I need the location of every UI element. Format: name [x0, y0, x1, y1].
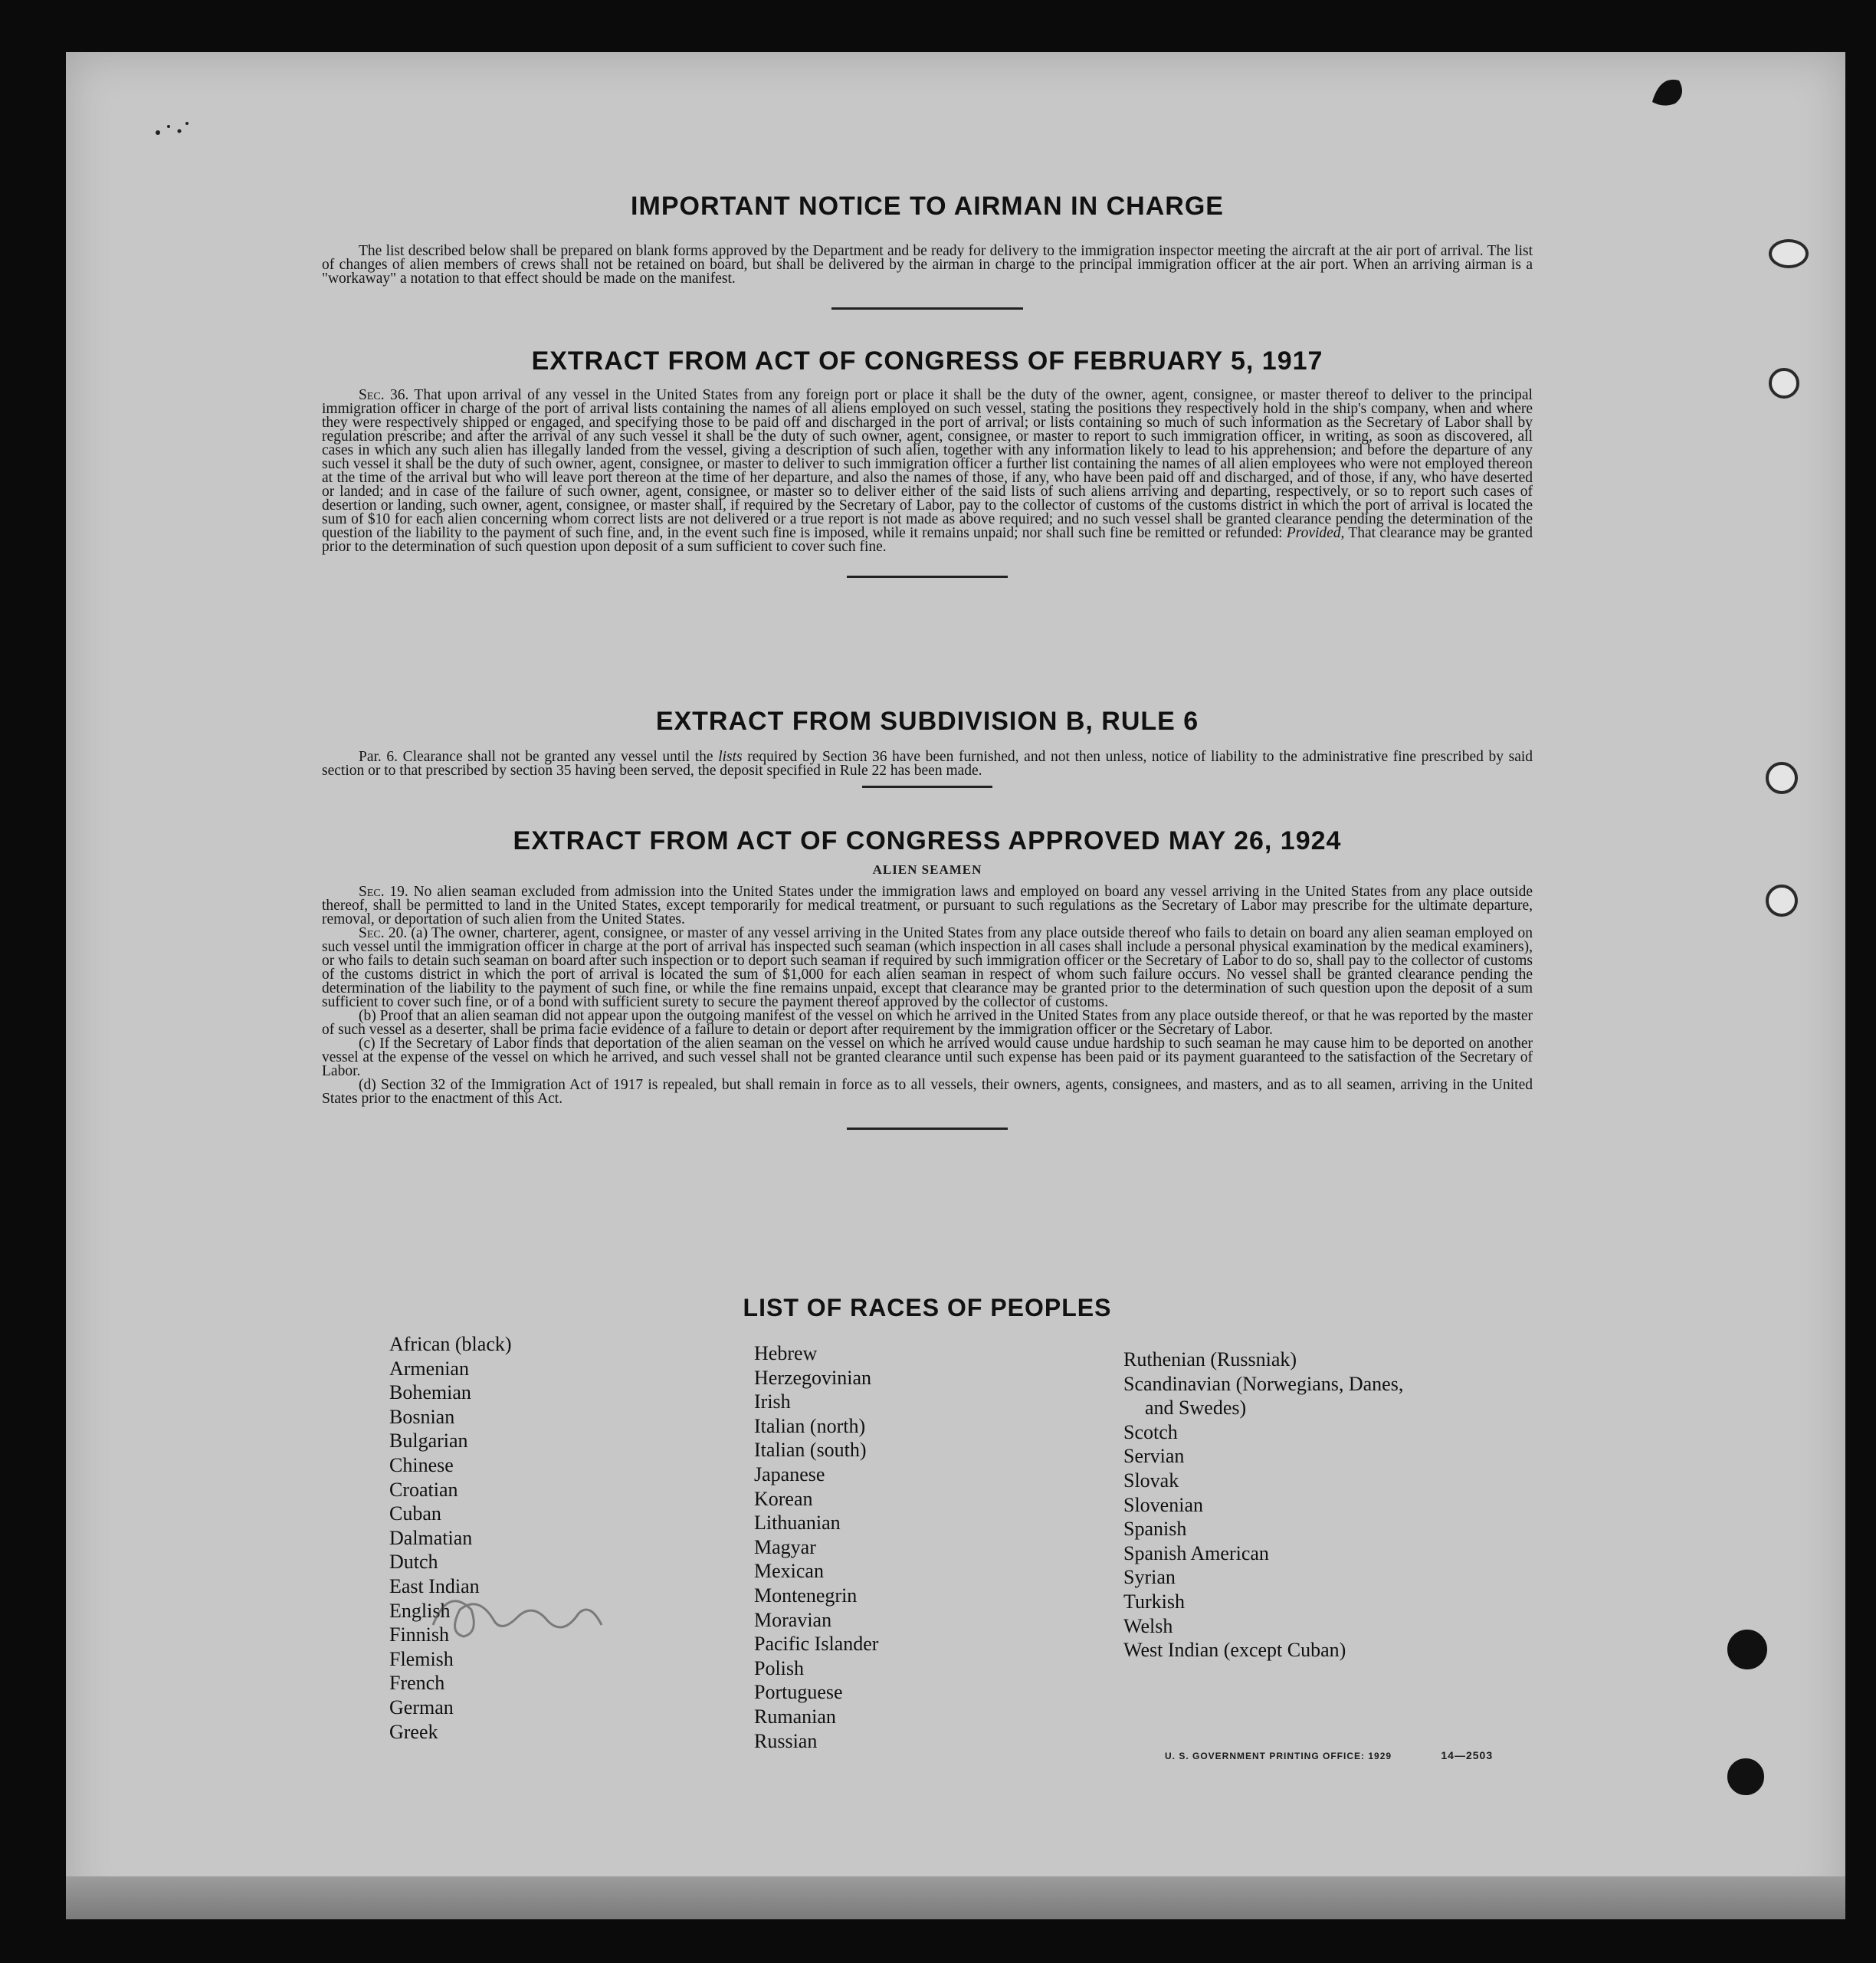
- alien-seamen-subtitle: ALIEN SEAMEN: [872, 862, 982, 877]
- races-column-3: [1123, 1348, 1403, 1663]
- races-section: [322, 1294, 1533, 1322]
- race-item: Polish: [754, 1656, 805, 1679]
- printing-office-imprint: [1165, 1749, 1493, 1761]
- corner-ink-blot: [1645, 71, 1691, 117]
- sec20a-body: (a) The owner, charterer, agent, consignee, or master of any vessel arriving in the United States from any place outside thereof who fails to detain on board any alien seaman employed on such vessel until the immigration officer in charge at the port of arrival has inspected such seaman (which inspection in all cases shall include a personal physical examination by the medical examiners), or who fails to detain such seaman on board after such inspection or to deport such seaman if required by such immigration officer or the Secretary of Labor to do so, shall pay to the collector of customs of the customs district in which the port of arrival is located the sum of $1,000 for each alien seaman in respect of whom such failure occurs. No vessel shall be granted clearance pending the determination of the liability to the payment of such fine, or while the fine remains unpaid, except that clearance may be granted prior to the determination of such question upon the deposit of a sum sufficient to cover such fine, or of a bond with sufficient surety to secure the payment thereof approved by the collector of customs.: [322, 925, 1533, 1010]
- race-item: Bosnian: [389, 1405, 455, 1428]
- race-item: Syrian: [1123, 1566, 1176, 1589]
- scan-speck-mark: [143, 110, 204, 148]
- race-item: Herzegovinian: [754, 1366, 872, 1389]
- race-item: Japanese: [754, 1462, 825, 1485]
- race-item: Chinese: [389, 1453, 454, 1476]
- binder-hole: [1769, 368, 1799, 399]
- race-item: Magyar: [754, 1535, 816, 1558]
- race-item: Spanish: [1123, 1518, 1187, 1541]
- sec20-label: Sec. 20.: [359, 925, 408, 941]
- race-item: Armenian: [389, 1357, 469, 1380]
- notice-section: [322, 192, 1533, 310]
- act-1917-section: [322, 346, 1533, 578]
- form-number: 14—2503: [1441, 1749, 1494, 1761]
- race-item: Slovenian: [1123, 1493, 1203, 1516]
- act-1924-title: EXTRACT FROM ACT OF CONGRESS APPROVED MAY 26, 1924: [513, 826, 1342, 855]
- par6-text-start: Par. 6. Clearance shall not be granted any vessel until the: [359, 749, 713, 765]
- race-item: English: [389, 1599, 451, 1622]
- race-item: and Swedes): [1145, 1397, 1247, 1420]
- act-1924-section: [322, 826, 1533, 1130]
- race-item: Irish: [754, 1390, 791, 1413]
- act-1924-sec20d: (d) Section 32 of the Immigration Act of 1917 is repealed, but shall remain in force as to all vessels, their owners, agents, consignees, and masters, and as to all seamen, arriving in the United States prior to the enactment of this Act.: [322, 1077, 1533, 1107]
- act-1917-title: EXTRACT FROM ACT OF CONGRESS OF FEBRUARY 5, 1917: [531, 346, 1323, 376]
- sec19-label: Sec. 19.: [359, 884, 408, 900]
- race-item: Bulgarian: [389, 1430, 468, 1453]
- notice-title: IMPORTANT NOTICE TO AIRMAN IN CHARGE: [631, 192, 1224, 221]
- binder-hole: [1727, 1758, 1764, 1795]
- race-item: Dutch: [389, 1551, 438, 1574]
- race-item: Spanish American: [1123, 1541, 1269, 1564]
- race-item: Hebrew: [754, 1342, 818, 1364]
- race-item: Welsh: [1123, 1614, 1173, 1637]
- race-item: French: [389, 1672, 445, 1695]
- race-item: Portuguese: [754, 1681, 843, 1704]
- binder-hole: [1769, 239, 1809, 268]
- race-item: Greek: [389, 1720, 438, 1743]
- race-item: Rumanian: [754, 1705, 836, 1728]
- race-item: Scotch: [1123, 1420, 1178, 1443]
- page-bottom-fold: [66, 1876, 1845, 1919]
- par6-text-end: required by Section 36 have been furnished, and not then unless, notice of liability to the administrative fine prescribed by said section or to that prescribed by section 35 having been served, the deposit specified in Rule 22 has been made.: [322, 749, 1533, 779]
- race-item: Servian: [1123, 1445, 1185, 1468]
- section-divider: [831, 307, 1023, 310]
- race-item: Turkish: [1123, 1590, 1185, 1613]
- section-divider: [847, 1128, 1008, 1130]
- race-item: Ruthenian (Russniak): [1123, 1348, 1297, 1370]
- race-item: Montenegrin: [754, 1584, 858, 1607]
- race-item: Moravian: [754, 1608, 832, 1631]
- binder-hole: [1766, 762, 1798, 794]
- race-item: East Indian: [389, 1574, 480, 1597]
- binder-hole: [1766, 885, 1798, 917]
- act-1924-sec20c: (c) If the Secretary of Labor finds that deportation of the alien seaman on the vessel on which he arrived would cause undue hardship to such seaman he may cause him to be deported on another vessel at the expense of the vessel on which he arrived, and such vessel shall not be granted clearance until such expense has been paid or its payment guaranteed to the satisfaction of the Secretary of Labor.: [322, 1036, 1533, 1079]
- section-divider: [847, 576, 1008, 578]
- handwritten-signature: [418, 1579, 617, 1648]
- race-item: Pacific Islander: [754, 1633, 879, 1656]
- race-item: Korean: [754, 1487, 813, 1510]
- race-item: German: [389, 1695, 454, 1718]
- race-item: Russian: [754, 1729, 818, 1752]
- proviso-body: That clearance may be granted prior to the determination of such question upon deposit of a sum sufficient to cover such fine.: [322, 525, 1533, 555]
- race-item: West Indian (except Cuban): [1123, 1639, 1346, 1662]
- act-1924-sec20a: [322, 927, 1533, 1009]
- races-column-2: [754, 1341, 878, 1753]
- sec36-label: Sec. 36.: [359, 387, 409, 403]
- race-item: Bohemian: [389, 1381, 471, 1404]
- race-item: Mexican: [754, 1560, 824, 1583]
- race-item: Scandinavian (Norwegians, Danes,: [1123, 1372, 1404, 1395]
- notice-body: The list described below shall be prepared on blank forms approved by the Department and be ready for delivery to the immigration inspector meeting the aircraft at the air port of arrival. The list of changes of alien members of crews shall not be retained on board, but shall be delivered by the airman in charge to the principal immigration officer at the air port. When an arriving airman is a "workaway" a notation to that effect should be made on the manifest.: [322, 243, 1533, 287]
- act-1924-sec20b: (b) Proof that an alien seaman did not appear upon the outgoing manifest of the vessel on which he arrived in the United States from any place outside thereof, or that he was reported by the master of such vessel as a deserter, shall be prima facie evidence of a failure to detain or deport after requirement by the immigration officer or the Secretary of Labor.: [322, 1008, 1533, 1038]
- race-item: Flemish: [389, 1647, 454, 1670]
- act-1924-sec19: [322, 885, 1533, 927]
- race-item: Croatian: [389, 1478, 458, 1501]
- race-item: Slovak: [1123, 1469, 1179, 1492]
- race-item: Italian (south): [754, 1439, 867, 1462]
- race-item: Dalmatian: [389, 1526, 473, 1549]
- races-column-1: [389, 1332, 512, 1744]
- section-divider: [862, 786, 992, 788]
- race-item: Italian (north): [754, 1414, 866, 1437]
- race-item: Lithuanian: [754, 1512, 841, 1535]
- imprint-text: U. S. GOVERNMENT PRINTING OFFICE: 1929: [1165, 1751, 1392, 1761]
- sec19-body: No alien seaman excluded from admission into the United States under the immigration laws and employed on board any vessel arriving in the United States from any place outside thereof, shall be permitted to land in the United States, except temporarily for medical treatment, or pursuant to such regulations as the Secretary of Labor may prescribe for the ultimate departure, removal, or deportation of such alien from the United States.: [322, 884, 1533, 927]
- rule-6-section: [322, 707, 1533, 788]
- race-item: Finnish: [389, 1623, 450, 1646]
- par6-lists-emphasis: lists: [718, 749, 743, 765]
- act-1917-sec36: [322, 389, 1533, 554]
- race-item: Cuban: [389, 1502, 441, 1525]
- races-title: LIST OF RACES OF PEOPLES: [743, 1294, 1112, 1321]
- sec36-body: That upon arrival of any vessel in the United States from any foreign port or place it shall be the duty of the owner, agent, consignee, or master thereof to deliver to the principal immigration officer in charge of the port of arrival lists containing the names of all aliens employed on such vessel, stating the positions they respectively hold in the ship's company, when and where they were respectively shipped or engaged, and specifying those to be paid off and discharged in the port of arrival; or lists containing so much of such information as the Secretary of Labor shall by regulation prescribe; and after the arrival of any such vessel it shall be the duty of such owner, agent, consignee, or master to report to such immigration officer, in writing, as soon as discovered, all cases in which any such alien has illegally landed from the vessel, giving a description of such alien, together with any information likely to lead to his apprehension; and before the departure of any such vessel it shall be the duty of such owner, agent, consignee, or master to deliver to such immigration officer a further list containing the names of all alien employees who were not employed thereon at the time of the arrival but who will leave port thereon at the time of her departure, and also the names of those, if any, who have been paid off and discharged, and of those, if any, who have deserted or landed; and in case of the failure of such owner, agent, consignee, or master so to deliver either of the said lists of such aliens arriving and departing, respectively, or so to report such cases of desertion or landing, such owner, agent, consignee, or master shall, if required by the Secretary of Labor, pay to the collector of customs of the customs district in which the port of arrival is located the sum of $10 for each alien concerning whom correct lists are not delivered or a true report is not made as above required; and no such vessel shall be granted clearance pending the determination of the question of the liability to the payment of such fine, and, in the event such fine is imposed, while it remains unpaid; nor shall such fine be remitted or refunded:: [322, 387, 1533, 541]
- race-item: African (black): [389, 1333, 512, 1355]
- rule-6-title: EXTRACT FROM SUBDIVISION B, RULE 6: [655, 707, 1199, 736]
- proviso-label: Provided,: [1286, 525, 1345, 541]
- binder-hole: [1727, 1630, 1767, 1669]
- rule-6-par6: [322, 750, 1533, 778]
